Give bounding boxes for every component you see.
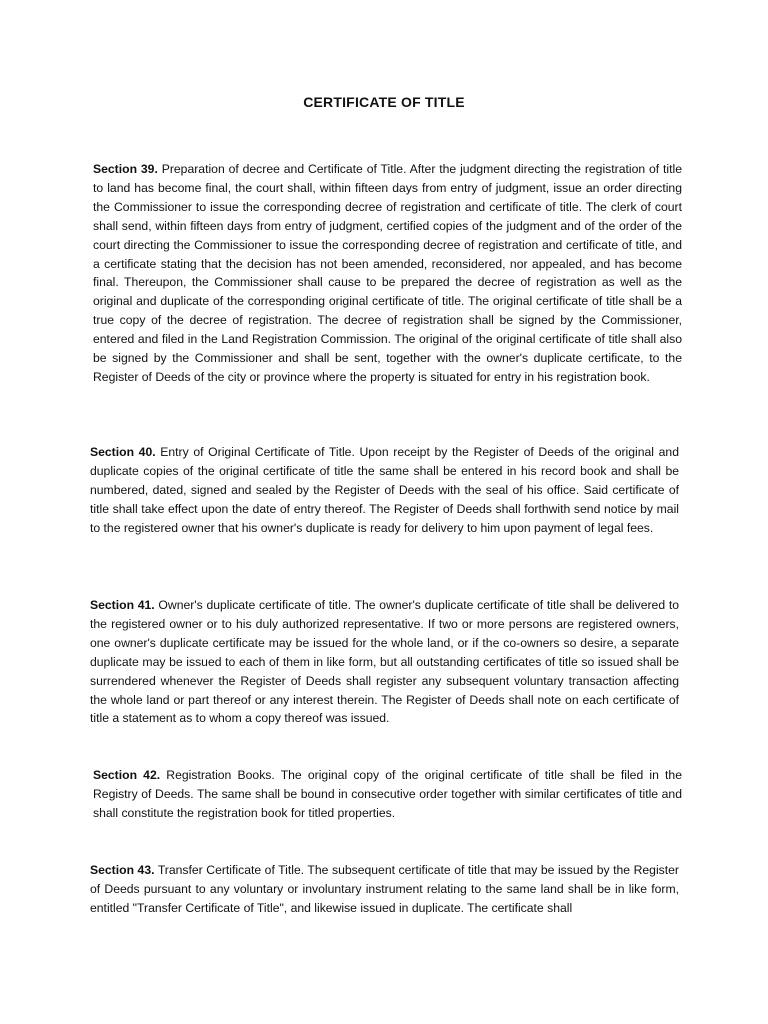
- section-42-number: Section 42.: [93, 768, 161, 782]
- section-40-paragraph: [90, 443, 679, 538]
- section-41-text: Owner's duplicate certificate of title. The owner's duplicate certificate of title shall be delivered to the registered owner or to his duly authorized representative. If two or more persons are registered owners, one owner's duplicate certificate may be issued for the whole land, or if the co-owners so desire, a separate duplicate may be issued to each of them in like form, but all outstanding certificates of title so issued shall be surrendered whenever the Register of Deeds shall register any subsequent voluntary transaction affecting the whole land or part thereof or any interest therein. The Register of Deeds shall note on each certificate of title a statement as to whom a copy thereof was issued.: [90, 598, 679, 726]
- section-39-number: Section 39.: [93, 162, 158, 176]
- section-40-number: Section 40.: [90, 445, 156, 459]
- section-43-number: Section 43.: [90, 863, 155, 877]
- section-42-paragraph: [90, 766, 682, 823]
- section-43-paragraph: [90, 861, 679, 918]
- section-39-text: Preparation of decree and Certificate of Title. After the judgment directing the registration of title to land has become final, the court shall, within fifteen days from entry of judgment, issue an order directing the Commissioner to issue the corresponding decree of registration and certificate of title. The clerk of court shall send, within fifteen days from entry of judgment, certified copies of the judgment and of the order of the court directing the Commissioner to issue the corresponding decree of registration and certificate of title, and a certificate stating that the decision has not been amended, reconsidered, nor appealed, and has become final. Thereupon, the Commissioner shall cause to be prepared the decree of registration as well as the original and duplicate of the corresponding original certificate of title. The original certificate of title shall be a true copy of the decree of registration. The decree of registration shall be signed by the Commissioner, entered and filed in the Land Registration Commission. The original of the original certificate of title shall also be signed by the Commissioner and shall be sent, together with the owner's duplicate certificate, to the Register of Deeds of the city or province where the property is situated for entry in his registration book.: [93, 162, 682, 384]
- section-39-paragraph: [90, 160, 682, 387]
- section-41-paragraph: [90, 596, 679, 728]
- section-43-text: Transfer Certificate of Title. The subsequent certificate of title that may be issued by the Register of Deeds pursuant to any voluntary or involuntary instrument relating to the same land shall be in like form, entitled "Transfer Certificate of Title", and likewise issued in duplicate. The certificate shall: [90, 863, 679, 915]
- document-title: CERTIFICATE OF TITLE: [303, 94, 465, 110]
- section-40-text: Entry of Original Certificate of Title. Upon receipt by the Register of Deeds of the original and duplicate copies of the original certificate of title the same shall be entered in his record book and shall be numbered, dated, signed and sealed by the Register of Deeds with the seal of his office. Said certificate of title shall take effect upon the date of entry thereof. The Register of Deeds shall forthwith send notice by mail to the registered owner that his owner's duplicate is ready for delivery to him upon payment of legal fees.: [90, 445, 679, 535]
- section-41-number: Section 41.: [90, 598, 155, 612]
- section-42-text: Registration Books. The original copy of the original certificate of title shall be filed in the Registry of Deeds. The same shall be bound in consecutive order together with similar certificates of title and shall constitute the registration book for titled properties.: [93, 768, 682, 820]
